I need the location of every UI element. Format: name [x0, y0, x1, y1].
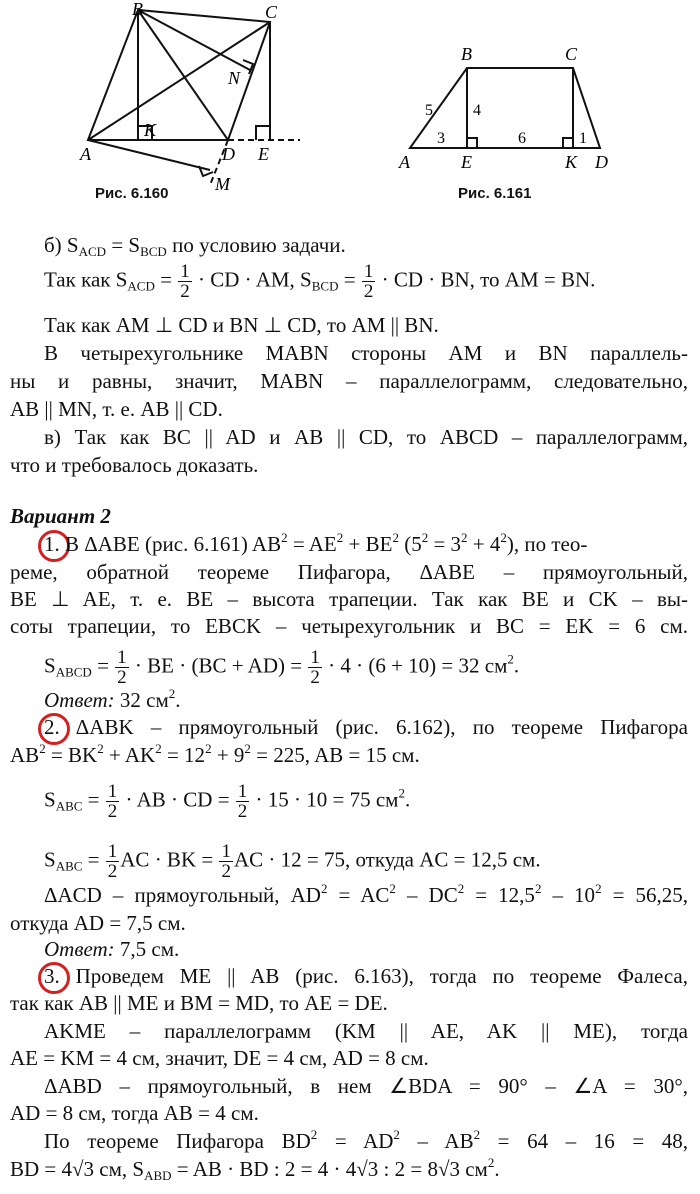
sup: 2	[473, 1127, 481, 1142]
problem-2-area-1	[44, 782, 688, 821]
answer-value: 32 см	[114, 688, 169, 712]
frac-den: 2	[237, 801, 248, 822]
frac-den: 2	[310, 667, 320, 688]
problem-3-line-6: AD = 8 см, тогда AB = 4 см.	[10, 1101, 259, 1125]
line-quad-3: AB || MN, т. е. AB || CD.	[10, 397, 223, 421]
line-v-2: что и требовалось доказать.	[10, 453, 259, 477]
sub: ACD	[127, 278, 155, 294]
text: =	[82, 787, 105, 812]
label-A: A	[80, 144, 91, 164]
text: + 4	[467, 532, 501, 556]
sub: ABC	[55, 858, 83, 874]
problem-1-line-4: соты трапеции, то EBCK – четырехугольник и BC = EK = 6 см.	[10, 614, 688, 638]
text: По теореме Пифагора BD	[44, 1129, 311, 1153]
figure-6-160-caption: Рис. 6.160	[95, 185, 169, 202]
sup: 2	[155, 741, 162, 756]
text: .	[494, 1157, 500, 1181]
text: = AE	[287, 532, 337, 556]
answer-label: Ответ:	[44, 937, 115, 961]
frac-den: 2	[363, 281, 374, 302]
frac-den: 2	[117, 667, 127, 688]
length-ae: 3	[437, 130, 445, 147]
text: · BE · (BC + AD) =	[129, 653, 308, 678]
text: = 64 – 16 = 48,	[480, 1129, 688, 1153]
frac-num: 1	[363, 261, 374, 282]
label-C: C	[565, 44, 578, 64]
text: =	[154, 267, 178, 292]
fraction	[308, 648, 322, 687]
sup: 2	[595, 881, 602, 896]
text: AB	[10, 743, 40, 767]
fraction	[236, 782, 250, 821]
problem-1-line-2: реме, обратной теореме Пифагора, ΔABE – прямоугольный,	[10, 560, 688, 584]
text: – AB	[399, 1129, 474, 1153]
text: · AB · CD =	[120, 787, 235, 812]
text: =	[82, 847, 105, 872]
text: · CD · AM, S	[192, 267, 312, 292]
problem-2-line-1	[44, 714, 688, 740]
text: = AD	[317, 1129, 394, 1153]
sup: 2	[461, 530, 468, 545]
length-kd: 1	[579, 130, 587, 147]
sup: 2	[487, 1155, 495, 1170]
text: = AB · BD : 2 = 4 · 4√3 : 2 = 8√3 см	[171, 1157, 488, 1181]
text: S	[44, 847, 56, 872]
text: В ΔABE (рис. 6.161) AB	[59, 532, 282, 556]
sub: BCD	[311, 278, 339, 294]
sup: 2	[310, 1127, 318, 1142]
label-E: E	[461, 152, 472, 172]
text: S	[44, 653, 56, 678]
frac-num: 1	[237, 781, 248, 802]
label-M: M	[215, 174, 230, 194]
text: б) S	[44, 233, 79, 257]
answer-value: 7,5 см.	[114, 937, 180, 961]
problem-1-area	[44, 648, 688, 687]
variant-heading: Вариант 2	[10, 504, 111, 528]
text: = S	[106, 233, 141, 257]
text: – 10	[541, 883, 596, 907]
label-E: E	[258, 144, 269, 164]
sub: BCD	[140, 244, 167, 259]
text: = AC	[327, 883, 390, 907]
problem-number: 1.	[44, 532, 60, 556]
text: .	[175, 688, 181, 712]
sup: 2	[336, 530, 344, 545]
text: = 12	[161, 743, 206, 767]
fraction	[106, 842, 120, 881]
sup: 2	[507, 651, 514, 667]
frac-num: 1	[221, 841, 231, 862]
text: · 15 · 10 = 75 см	[250, 787, 399, 812]
text: (5	[398, 532, 422, 556]
frac-num: 1	[180, 261, 190, 282]
text: =	[338, 267, 361, 292]
text: =	[91, 653, 115, 678]
text: · 4 · (6 + 10) = 32 см	[322, 653, 508, 678]
text: – DC	[395, 883, 458, 907]
text: = BK	[45, 743, 98, 767]
frac-num: 1	[107, 841, 118, 862]
problem-3-line-4: AE = KM = 4 см, значит, DE = 4 см, AD = 8 см.	[10, 1046, 429, 1070]
sup: 2	[392, 530, 399, 545]
problem-2-area-2	[44, 842, 688, 881]
sup: 2	[39, 741, 46, 756]
sup: 2	[244, 741, 251, 756]
line-perpendicular: Так как AM ⊥ CD и BN ⊥ CD, то AM || BN.	[44, 313, 439, 337]
sup: 2	[398, 785, 405, 801]
line-area-formula	[44, 262, 688, 301]
sup: 2	[97, 741, 104, 756]
label-K: K	[565, 152, 578, 172]
line-quad-2: ны и равны, значит, MABN – параллелограмм, следовательно,	[10, 369, 688, 393]
text: AC · BK =	[120, 847, 219, 872]
text: ΔABK – прямоугольный (рис. 6.162), по теореме Пифагора	[59, 715, 688, 739]
problem-3-line-2: так как AB || ME и BM = MD, то AE = DE.	[10, 991, 388, 1015]
sup: 2	[205, 741, 212, 756]
fraction	[178, 262, 192, 301]
fraction	[115, 648, 129, 687]
text: Так как S	[44, 267, 128, 292]
text: BD = 4√3 см, S	[10, 1157, 145, 1181]
label-D: D	[595, 152, 608, 172]
sup: 2	[320, 881, 328, 896]
sub: ABC	[55, 798, 83, 814]
text: = 56,25,	[601, 883, 689, 907]
label-A: A	[399, 152, 410, 172]
frac-den: 2	[221, 861, 231, 882]
problem-3-line-7	[44, 1128, 688, 1154]
label-C: C	[265, 2, 278, 22]
sub: ACD	[78, 244, 107, 259]
sup: 2	[281, 530, 288, 545]
figure-6-160	[60, 0, 320, 205]
text: + BE	[343, 532, 393, 556]
text: ), по тео-	[506, 532, 588, 556]
label-N: N	[228, 68, 241, 88]
frac-num: 1	[117, 647, 127, 668]
length-be: 4	[473, 102, 481, 119]
text: · CD · BN, то AM = BN.	[376, 267, 596, 292]
text: + AK	[103, 743, 156, 767]
sup: 2	[393, 1127, 400, 1142]
problem-3-line-8	[10, 1156, 688, 1189]
sup: 2	[500, 530, 507, 545]
sub: ABCD	[55, 664, 92, 680]
text: AC · 12 = 75, откуда AC = 12,5 см.	[233, 847, 541, 872]
label-B: B	[132, 0, 143, 19]
sup: 2	[168, 686, 176, 701]
text: = 12,5	[464, 883, 535, 907]
problem-1-line-3: BE ⊥ AE, т. е. BE – высота трапеции. Так как BE и CK – вы-	[10, 587, 688, 611]
frac-den: 2	[107, 801, 118, 822]
problem-number: 3.	[44, 964, 60, 988]
length-ab: 5	[425, 102, 433, 119]
problem-3-line-5: ΔABD – прямоугольный, в нем ∠BDA = 90° – ∠A = 30°,	[44, 1074, 688, 1098]
problem-2-line-5	[44, 882, 688, 908]
answer-1	[44, 687, 688, 713]
problem-3-line-3: AKME – параллелограмм (KM || AE, AK || ME), тогда	[44, 1019, 688, 1043]
fraction	[362, 262, 376, 301]
problem-2-line-2	[10, 742, 688, 768]
label-K: K	[144, 120, 157, 140]
text: = 3	[428, 532, 462, 556]
problem-2-line-6: откуда AD = 7,5 см.	[10, 911, 186, 935]
length-ek: 6	[518, 130, 526, 147]
frac-num: 1	[107, 781, 118, 802]
text: = 225, AB = 15 см.	[250, 743, 420, 767]
text: + 9	[211, 743, 245, 767]
text: по условию задачи.	[166, 233, 346, 257]
figure-6-161-caption: Рис. 6.161	[458, 185, 532, 202]
figure-6-161	[395, 30, 625, 180]
problem-1-line-1	[44, 531, 688, 557]
sup: 2	[457, 881, 465, 896]
problem-number: 2.	[44, 715, 60, 739]
text: S	[44, 787, 56, 812]
text: Проведем ME || AB (рис. 6.163), тогда по теореме Фалеса,	[59, 964, 688, 988]
line-quad-1: В четырехугольнике MABN стороны AM и BN параллель-	[44, 341, 688, 365]
text: .	[404, 787, 411, 812]
text: ΔACD – прямоугольный, AD	[44, 883, 321, 907]
sup: 2	[421, 530, 429, 545]
label-D: D	[222, 144, 235, 164]
label-B: B	[461, 44, 472, 64]
answer-label: Ответ:	[44, 688, 115, 712]
answer-2	[44, 936, 688, 962]
fraction	[106, 782, 120, 821]
frac-den: 2	[107, 861, 118, 882]
line-v-1: в) Так как BC || AD и AB || CD, то ABCD – параллелограмм,	[44, 425, 688, 449]
sub: ABD	[144, 1168, 172, 1183]
problem-3-line-1	[44, 963, 688, 989]
frac-num: 1	[310, 647, 320, 668]
fraction	[219, 842, 233, 881]
sup: 2	[389, 881, 396, 896]
sup: 2	[534, 881, 542, 896]
text: .	[513, 653, 520, 678]
frac-den: 2	[180, 281, 190, 302]
